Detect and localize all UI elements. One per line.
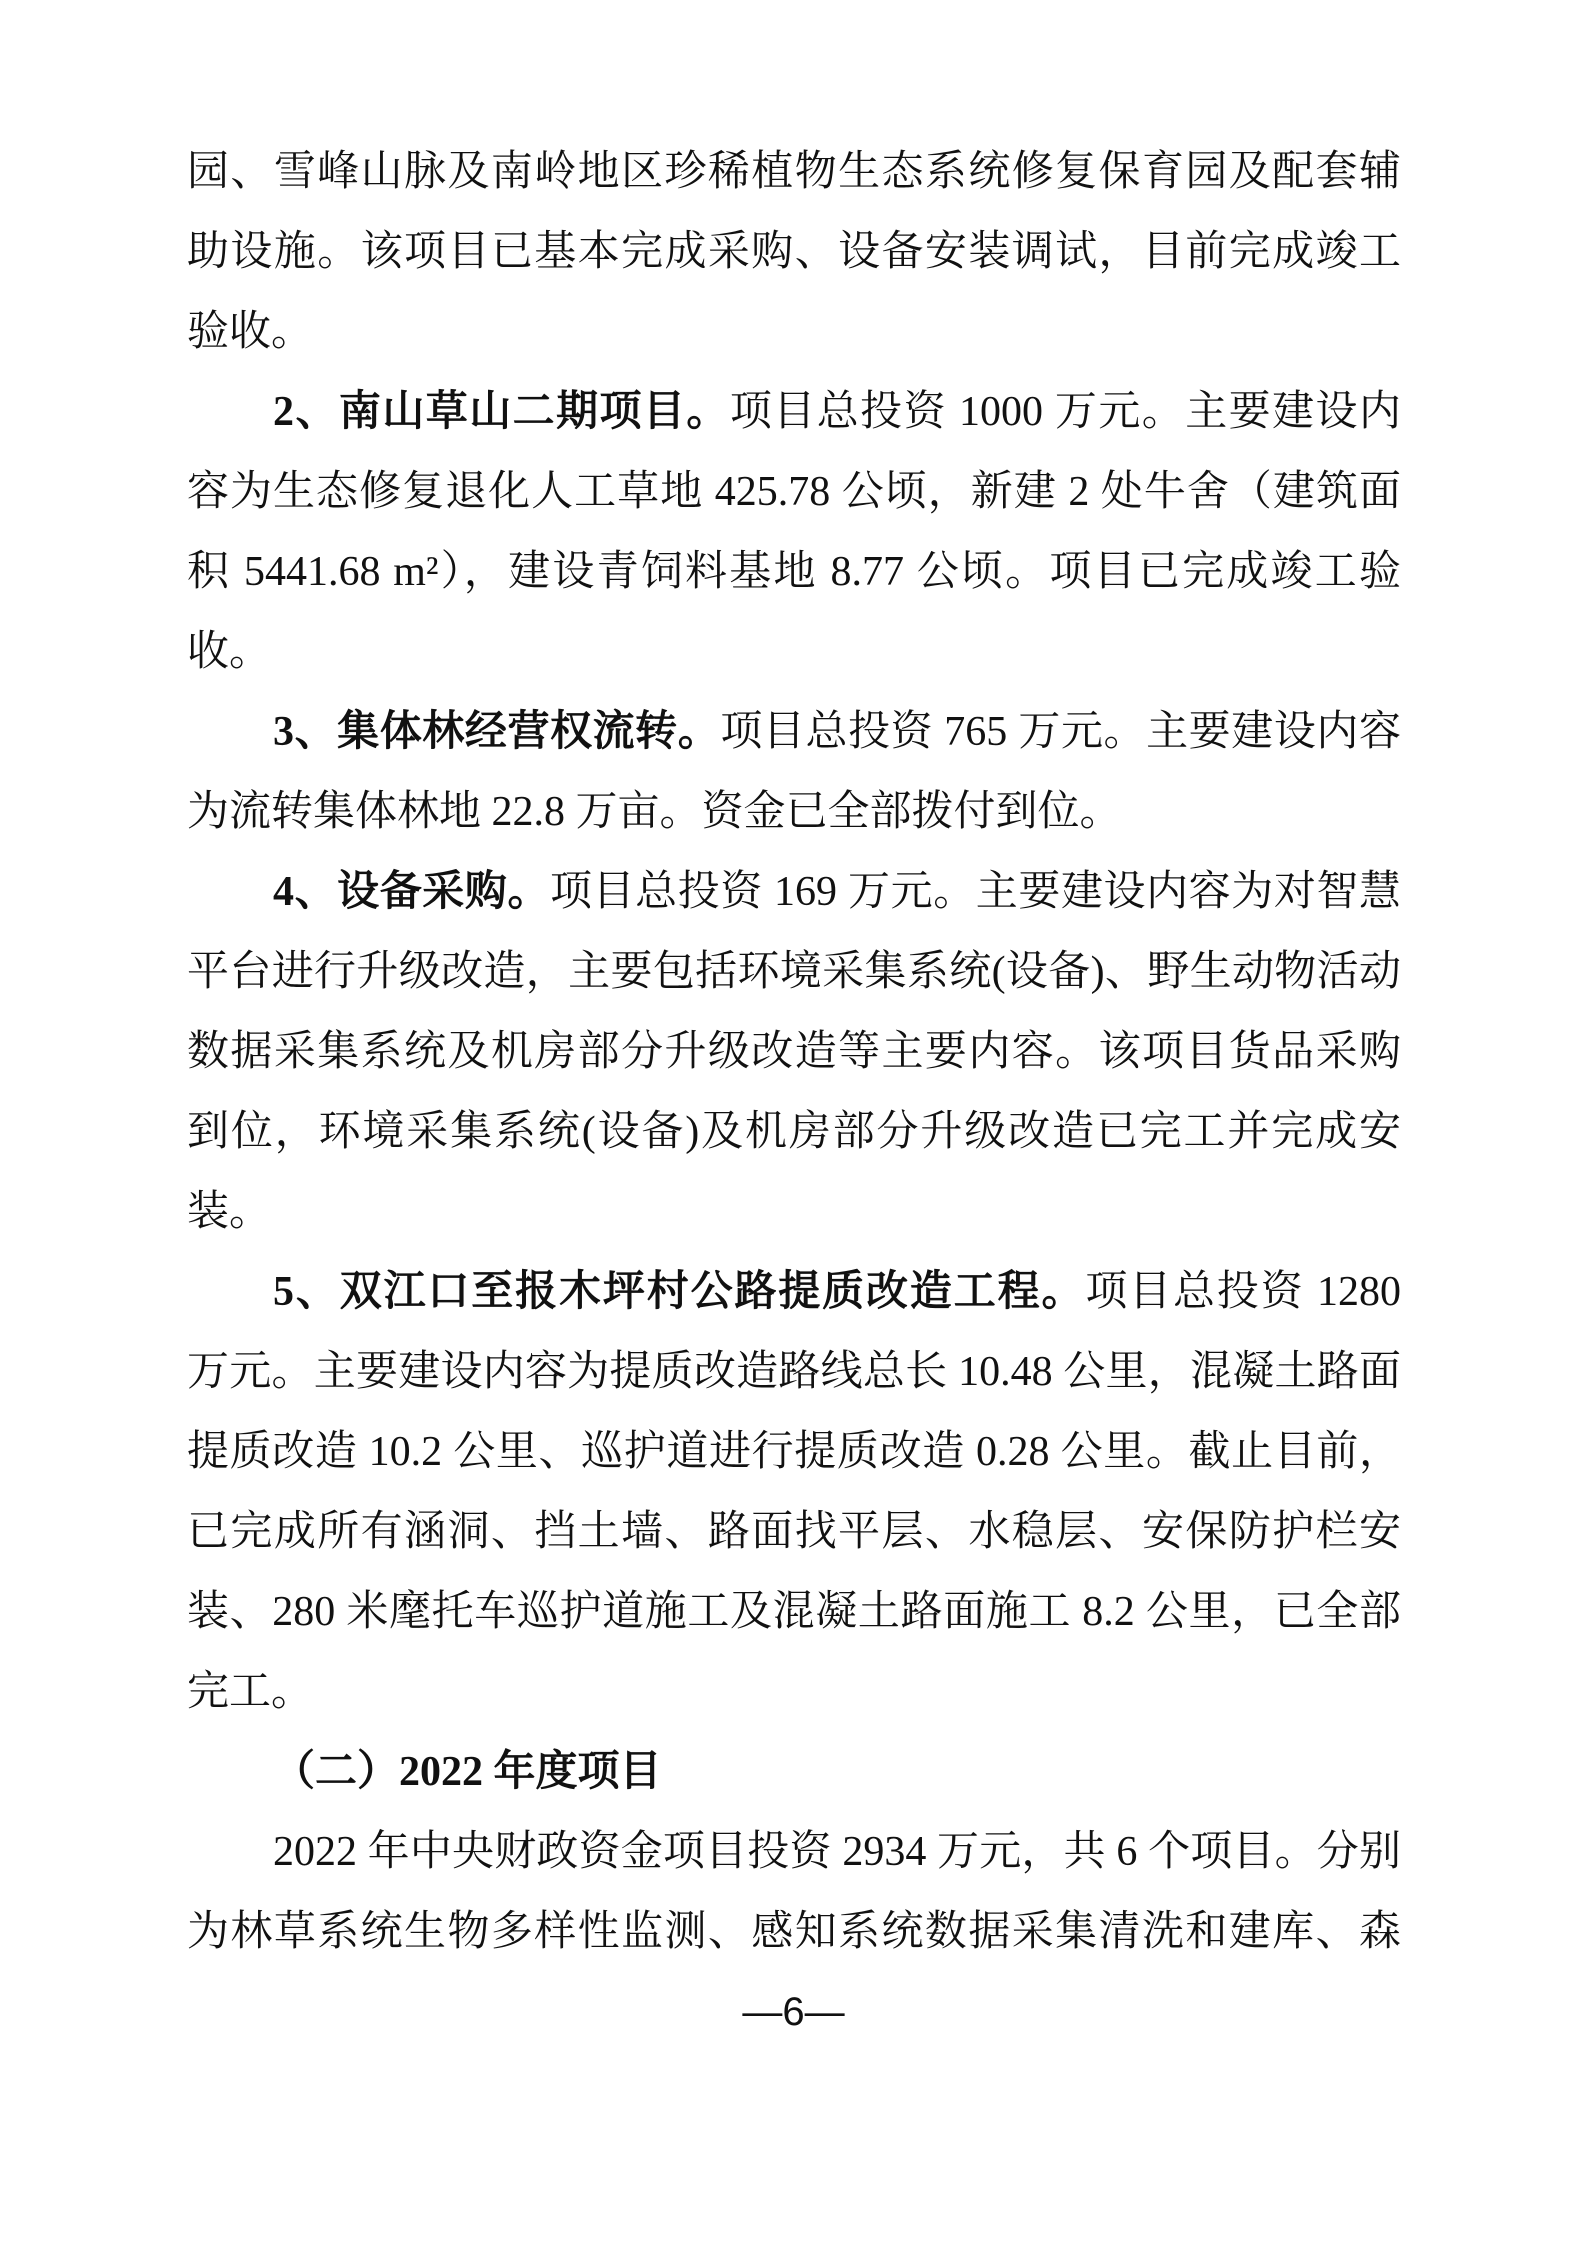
text-line: [187, 1252, 1401, 1332]
text-segment: 提质改造 10.2 公里、巡护道进行提质改造 0.28 公里。截止目前，: [187, 1429, 1401, 1475]
text-line: [187, 1492, 1401, 1572]
text-line: [187, 372, 1401, 452]
text-line: [187, 132, 1401, 212]
text-line: [187, 932, 1401, 1012]
text-segment: 万元。主要建设内容为提质改造路线总长 10.48 公里，混凝土路面: [187, 1349, 1401, 1395]
text-line: [187, 1732, 1401, 1812]
text-segment: 2022 年中央财政资金项目投资 2934 万元，共 6 个项目。分别: [273, 1829, 1401, 1875]
text-segment: 项目总投资 1280: [1085, 1269, 1401, 1315]
text-segment: 验收。: [187, 309, 314, 355]
text-line: [187, 1172, 1401, 1252]
text-segment: 收。: [187, 629, 272, 675]
text-segment: 数据采集系统及机房部分升级改造等主要内容。该项目货品采购: [187, 1029, 1401, 1075]
text-line: [187, 1812, 1401, 1892]
text-segment: 项目总投资 765 万元。主要建设内容: [720, 709, 1401, 755]
text-segment: 完工。: [187, 1669, 314, 1715]
text-line: [187, 1892, 1401, 1972]
bold-text-segment: 5、双江口至报木坪村公路提质改造工程。: [273, 1269, 1086, 1315]
text-line: [187, 772, 1401, 852]
text-line: [187, 532, 1401, 612]
text-segment: 装。: [187, 1189, 272, 1235]
text-line: [187, 612, 1401, 692]
text-line: [187, 1092, 1401, 1172]
text-line: [187, 1332, 1401, 1412]
text-line: [187, 1012, 1401, 1092]
bold-text-segment: 2、南山草山二期项目。: [273, 389, 730, 435]
text-line: [187, 452, 1401, 532]
document-body: [187, 132, 1401, 1972]
text-segment: 园、雪峰山脉及南岭地区珍稀植物生态系统修复保育园及配套辅: [187, 149, 1401, 195]
bold-text-segment: 4、设备采购。: [273, 869, 551, 915]
text-line: [187, 292, 1401, 372]
page-number: —6—: [742, 1990, 845, 2034]
text-segment: 容为生态修复退化人工草地 425.78 公顷，新建 2 处牛舍（建筑面: [187, 469, 1401, 515]
text-segment: 项目总投资 1000 万元。主要建设内: [729, 389, 1401, 435]
text-line: [187, 1572, 1401, 1652]
text-line: [187, 1412, 1401, 1492]
text-segment: 为流转集体林地 22.8 万亩。资金已全部拨付到位。: [187, 789, 1122, 835]
text-line: [187, 212, 1401, 292]
text-line: [187, 692, 1401, 772]
text-segment: 装、280 米麾托车巡护道施工及混凝土路面施工 8.2 公里，已全部: [187, 1589, 1401, 1635]
text-line: [187, 852, 1401, 932]
text-segment: 为林草系统生物多样性监测、感知系统数据采集清洗和建库、森: [187, 1909, 1401, 1955]
text-segment: 平台进行升级改造，主要包括环境采集系统(设备)、野生动物活动: [187, 949, 1401, 995]
text-segment: 到位，环境采集系统(设备)及机房部分升级改造已完工并完成安: [187, 1109, 1401, 1155]
text-segment: 已完成所有涵洞、挡土墙、路面找平层、水稳层、安保防护栏安: [187, 1509, 1401, 1555]
text-segment: 助设施。该项目已基本完成采购、设备安装调试，目前完成竣工: [187, 229, 1401, 275]
bold-text-segment: 3、集体林经营权流转。: [273, 709, 721, 755]
text-line: [187, 1652, 1401, 1732]
text-segment: 项目总投资 169 万元。主要建设内容为对智慧: [550, 869, 1401, 915]
text-segment: 积 5441.68 m²），建设青饲料基地 8.77 公顷。项目已完成竣工验: [187, 549, 1401, 595]
bold-text-segment: （二）2022 年度项目: [273, 1749, 662, 1795]
